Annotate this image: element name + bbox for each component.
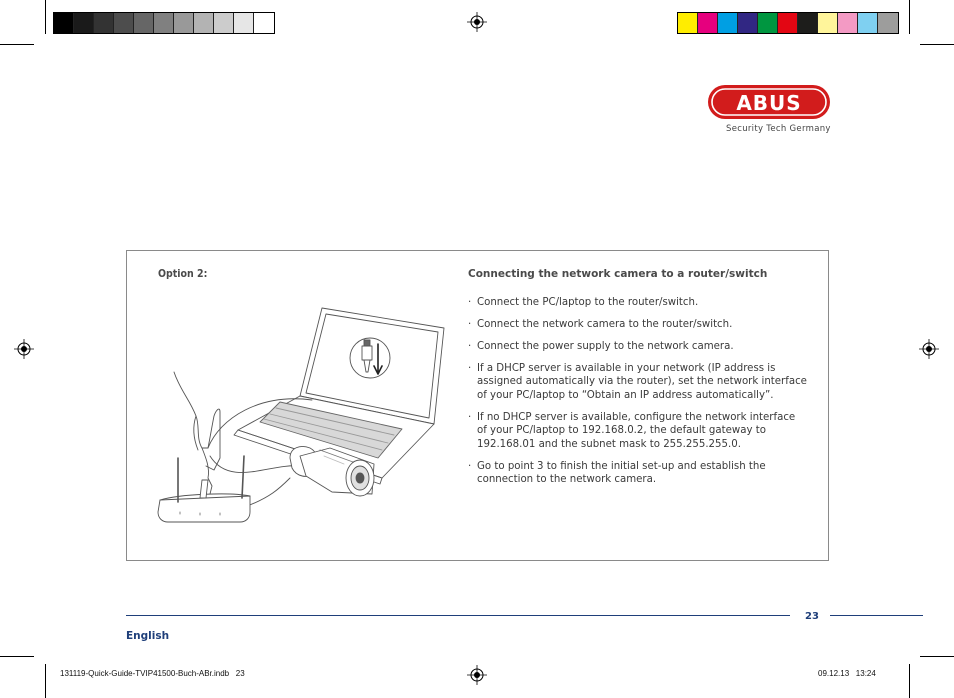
network-plug-icon — [350, 338, 390, 378]
footer-rule — [830, 615, 923, 616]
color-swatch — [838, 13, 858, 33]
list-item: · Connect the power supply to the network camera. — [468, 340, 808, 353]
list-item: · Go to point 3 to finish the initial set-up and establish the connection to the network camera. — [468, 460, 808, 487]
registration-mark-icon — [467, 665, 487, 685]
grayscale-swatch — [194, 13, 214, 33]
grayscale-swatch — [154, 13, 174, 33]
instruction-list — [468, 296, 808, 495]
registration-mark-icon — [14, 339, 34, 359]
color-swatch — [718, 13, 738, 33]
grayscale-calibration-bar — [53, 12, 275, 34]
color-swatch — [678, 13, 698, 33]
list-item: · Connect the network camera to the router/switch. — [468, 318, 808, 331]
color-swatch — [818, 13, 838, 33]
registration-mark-icon — [919, 339, 939, 359]
grayscale-swatch — [94, 13, 114, 33]
crop-mark-top-right-v — [909, 0, 910, 34]
logo-tagline: Security Tech Germany — [726, 124, 831, 134]
grayscale-swatch — [254, 13, 274, 33]
crop-mark-bottom-right-h — [920, 656, 954, 657]
abus-logo — [707, 84, 831, 120]
grayscale-swatch — [174, 13, 194, 33]
crop-mark-bottom-left-h — [0, 656, 34, 657]
color-swatch — [878, 13, 898, 33]
grayscale-swatch — [214, 13, 234, 33]
registration-mark-icon — [467, 12, 487, 32]
section-heading: Connecting the network camera to a router/switch — [468, 268, 768, 280]
color-swatch — [698, 13, 718, 33]
color-swatch — [738, 13, 758, 33]
hand-icon — [174, 372, 220, 494]
connection-illustration — [150, 298, 450, 528]
print-slug-file: 131119-Quick-Guide-TVIP41500-Buch-ABr.indb 23 — [60, 669, 245, 678]
grayscale-swatch — [234, 13, 254, 33]
list-item: · Connect the PC/laptop to the router/switch. — [468, 296, 808, 309]
color-swatch — [778, 13, 798, 33]
color-swatch — [798, 13, 818, 33]
router-icon — [158, 456, 250, 522]
footer-rule — [126, 615, 790, 616]
color-calibration-bar — [677, 12, 899, 34]
color-swatch — [758, 13, 778, 33]
crop-mark-top-left-v — [45, 0, 46, 34]
crop-mark-top-left-h — [0, 44, 34, 45]
crop-mark-bottom-right-v — [909, 664, 910, 698]
option-label: Option 2: — [158, 268, 208, 280]
print-slug-date: 09.12.13 13:24 — [818, 669, 876, 678]
crop-mark-bottom-left-v — [45, 664, 46, 698]
list-item: · If a DHCP server is available in your network (IP address is assigned automatically via the router), set the network interface of your PC/laptop to “Obtain an IP address automatically”. — [468, 362, 808, 402]
grayscale-swatch — [74, 13, 94, 33]
color-swatch — [858, 13, 878, 33]
page-number: 23 — [805, 611, 819, 622]
grayscale-swatch — [54, 13, 74, 33]
language-label: English — [126, 630, 170, 642]
logo-text: ABUS — [736, 91, 802, 115]
grayscale-swatch — [134, 13, 154, 33]
list-item: · If no DHCP server is available, configure the network interface of your PC/laptop to 192.168.0.2, the default gateway to 192.168.01 and the subnet mask to 255.255.255.0. — [468, 411, 808, 451]
grayscale-swatch — [114, 13, 134, 33]
crop-mark-top-right-h — [920, 44, 954, 45]
